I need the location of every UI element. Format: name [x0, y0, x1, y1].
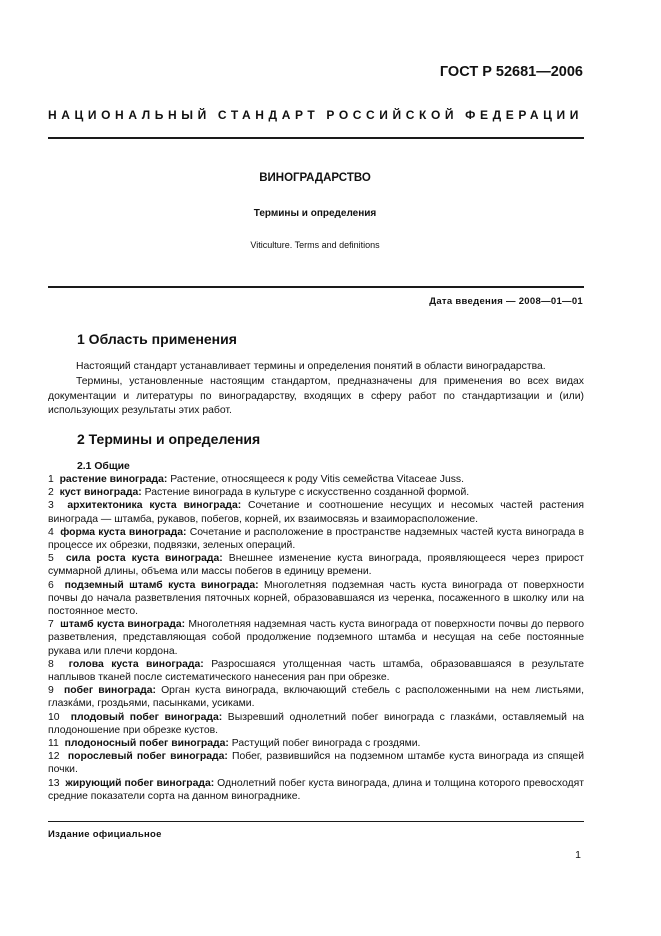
- term-name: растение винограда:: [59, 474, 168, 485]
- term-entry: 12 порослевый побег винограда: Побег, развившийся на подземном штамбе куста винограда из спящей почки.: [48, 751, 585, 776]
- banner-word: НАЦИОНАЛЬНЫЙ: [48, 108, 211, 122]
- term-definition: Однолетний побег куста винограда, длина и толщина которого превосходят средние показатели сорта на данном винограднике.: [48, 777, 584, 802]
- scope-paragraph: Настоящий стандарт устанавливает термины и определения понятий в области виноградарства.: [76, 361, 546, 372]
- term-definition: Сочетание и расположение в пространстве надземных частей куста винограда в процессе их обрезки, подвязки, зеленых операций.: [48, 526, 585, 552]
- term-definition: Сочетание и соотношение несущих и несомых частей растения винограда — штамба, рукавов, побегов, корней, их взаимосвязь и взаиморасположение.: [48, 500, 584, 525]
- term-definition: Внешнее изменение куста винограда, проявляющееся через прирост суммарной длины, объема или массы побегов в единицу времени.: [48, 553, 584, 578]
- term-entry: 9 побег винограда: Орган куста винограда, включающий стебель с расположенными на нем листьями, глазка́ми, гроздьями, пасынками, усиками.: [48, 685, 584, 710]
- section-heading-terms: 2 Термины и определения: [77, 431, 261, 447]
- scope-paragraph: Термины, установленные настоящим стандартом, предназначены для применения во всех видах документации и литературы по виноградарству, входящих в сферу работ по стандартизации и (или) использующих результаты этих работ.: [48, 376, 584, 416]
- term-entry: 3 архитектоника куста винограда: Сочетание и соотношение несущих и несомых частей растения винограда — штамба, рукавов, побегов, корней, их взаимосвязь и взаиморасположение.: [48, 500, 584, 525]
- national-standard-banner: [48, 108, 583, 122]
- term-definition: Вызревший однолетний побег винограда с глазка́ми, оставляемый на плодоношение при обрезке кустов.: [48, 711, 585, 736]
- gost-code: ГОСТ Р 52681—2006: [439, 64, 583, 80]
- term-name: плодоносный побег винограда:: [64, 738, 229, 750]
- term-definition: Многолетняя надземная часть куста винограда от поверхности почвы до первого разветвления, представляющая собой продолжение подземного штамба и несущая на себе постоянные рукава или плечи кордона.: [48, 619, 584, 657]
- banner-word: СТАНДАРТ: [217, 108, 320, 122]
- term-definition: Многолетняя подземная часть куста винограда от поверхности почвы до начала разветвления пяточных корней, образовавшаяся из черенка, посаженного в школку или на постоянное место.: [48, 579, 585, 618]
- term-name: подземный штамб куста винограда:: [64, 579, 259, 591]
- term-entry: 4 форма куста винограда: Сочетание и расположение в пространстве надземных частей куста винограда в процессе их обрезки, подвязки, зеленых операций.: [48, 526, 585, 552]
- term-name: плодовый побег винограда:: [70, 711, 223, 723]
- document-title: ВИНОГРАДАРСТВО: [259, 172, 371, 184]
- term-definition: Разросшаяся утолщенная часть штамба, образовавшаяся в результате наплывов тканей после систематического нанесения ран при обрезке.: [48, 658, 585, 684]
- term-name: порослевый побег винограда:: [67, 751, 228, 763]
- english-title: Viticulture. Terms and definitions: [250, 240, 380, 250]
- middle-divider: [48, 286, 584, 288]
- footer-divider: [48, 821, 584, 822]
- term-entry: 10 плодовый побег винограда: Вызревший однолетний побег винограда с глазка́ми, оставляемый на плодоношение при обрезке кустов.: [48, 711, 585, 736]
- introduction-date: Дата введения — 2008—01—01: [429, 296, 583, 307]
- term-name: архитектоника куста винограда:: [67, 500, 242, 512]
- term-entry: 13 жирующий побег винограда: Однолетний побег куста винограда, длина и толщина которого превосходят средние показатели сорта на данном винограднике.: [48, 777, 584, 802]
- term-definition: Побег, развившийся на подземном штамбе куста винограда из спящей почки.: [48, 751, 585, 776]
- term-name: куст винограда:: [59, 487, 142, 499]
- term-entry: 7 штамб куста винограда: Многолетняя надземная часть куста винограда от поверхности почвы до первого разветвления, представляющая собой продолжение подземного штамба и несущая на себе постоянные рукава или плечи кордона.: [48, 619, 584, 657]
- top-divider: [48, 137, 584, 139]
- document-subtitle: Термины и определения: [253, 208, 377, 219]
- term-entry: 2 куст винограда: Растение винограда в культуре с искусственно созданной формой.: [48, 487, 470, 499]
- term-name: штамб куста винограда:: [60, 619, 186, 631]
- section-heading-scope: 1 Область применения: [77, 331, 237, 347]
- banner-word: ФЕДЕРАЦИИ: [465, 108, 583, 122]
- term-definition: Растение винограда в культуре с искусственно созданной формой.: [144, 487, 470, 499]
- term-name: голова куста винограда:: [68, 658, 204, 670]
- term-entry: 5 сила роста куста винограда: Внешнее изменение куста винограда, проявляющееся через прирост суммарной длины, объема или массы побегов в единицу времени.: [48, 553, 584, 578]
- term-definition: Растущий побег винограда с гроздями.: [231, 738, 421, 750]
- banner-word: РОССИЙСКОЙ: [326, 108, 459, 122]
- terms-list: [48, 473, 584, 803]
- term-name: сила роста куста винограда:: [65, 553, 223, 565]
- official-edition-label: Издание официальное: [48, 829, 162, 840]
- term-name: побег винограда:: [64, 685, 156, 697]
- term-definition: Растение, относящееся к роду Vitis семейства Vitaceae Juss.: [170, 474, 465, 485]
- term-definition: Орган куста винограда, включающий стебель с расположенными на нем листьями, глазка́ми, гроздьями, пасынками, усиками.: [48, 685, 584, 710]
- term-name: жирующий побег винограда:: [65, 777, 215, 789]
- subsection-heading-general: 2.1 Общие: [77, 461, 130, 472]
- term-entry: 8 голова куста винограда: Разросшаяся утолщенная часть штамба, образовавшаяся в результате наплывов тканей после систематического нанесения ран при обрезке.: [48, 658, 585, 684]
- term-entry: 11 плодоносный побег винограда: Растущий побег винограда с гроздями.: [48, 738, 421, 750]
- page-number: 1: [575, 849, 581, 861]
- term-entry: 1 растение винограда: Растение, относящееся к роду Vitis семейства Vitaceae Juss.: [48, 474, 465, 485]
- term-name: форма куста винограда:: [60, 526, 187, 538]
- term-entry: 6 подземный штамб куста винограда: Многолетняя подземная часть куста винограда от поверхности почвы до начала разветвления пяточных корней, образовавшаяся из черенка, посаженного в школку или на постоянное место.: [48, 579, 585, 618]
